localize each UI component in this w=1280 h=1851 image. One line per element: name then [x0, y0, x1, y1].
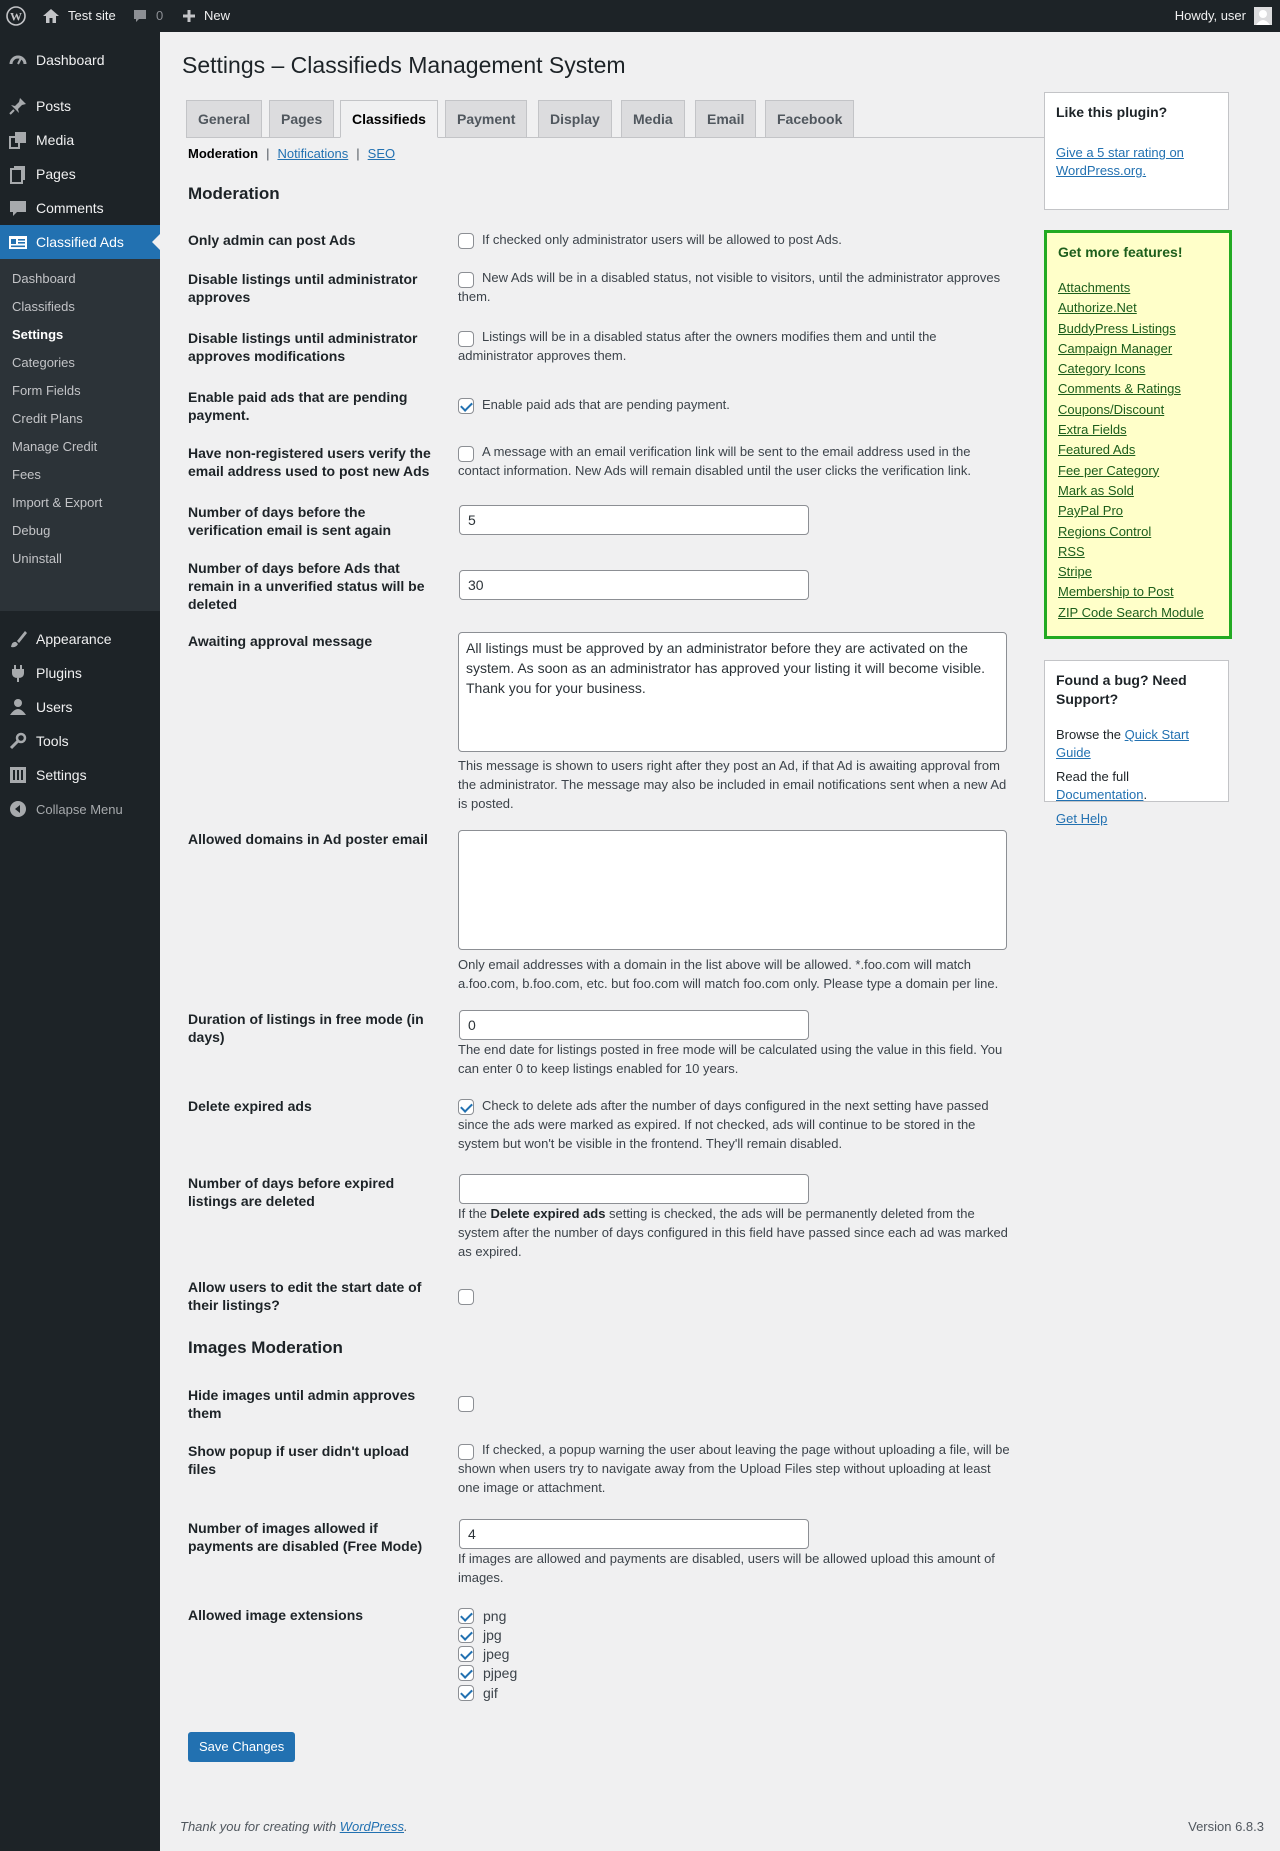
- disable-listings-desc: New Ads will be in a disabled status, not visible to visitors, until the administrator approves them.: [458, 270, 1001, 304]
- show-popup-label: Show popup if user didn't upload files: [188, 1443, 410, 1477]
- menu-plugins[interactable]: Plugins: [0, 656, 160, 690]
- menu-dashboard[interactable]: Dashboard: [0, 43, 160, 77]
- classified-icon: [8, 232, 28, 252]
- unverified-days-label: Number of days before Ads that remain in a unverified status will be deleted: [188, 560, 425, 612]
- get-help-link[interactable]: Get Help: [1056, 811, 1108, 826]
- tab-media[interactable]: Media: [621, 100, 685, 138]
- feature-link[interactable]: Featured Ads: [1058, 442, 1136, 458]
- images-free-input[interactable]: 4: [459, 1519, 809, 1549]
- user-icon: [8, 697, 28, 717]
- feature-link[interactable]: Coupons/Discount: [1058, 401, 1165, 417]
- wordpress-logo-icon[interactable]: [6, 0, 26, 32]
- feature-link[interactable]: Stripe: [1058, 564, 1092, 580]
- feature-link[interactable]: Category Icons: [1058, 361, 1146, 377]
- support-box: [1044, 660, 1229, 826]
- quick-start-line: Browse the Quick Start Guide: [1056, 727, 1189, 760]
- allowed-domains-textarea[interactable]: [458, 830, 1007, 950]
- site-name-link[interactable]: [42, 0, 116, 32]
- disable-modifications-label: Disable listings until administrator approves modifications: [188, 330, 418, 364]
- comments-link[interactable]: [132, 0, 163, 32]
- delete-expired-label: Delete expired ads: [188, 1098, 312, 1114]
- subsection-moderation: Moderation: [188, 146, 259, 161]
- admin-sidebar: [0, 32, 160, 1851]
- awaiting-message-label: Awaiting approval message: [188, 633, 373, 649]
- extension-png-checkbox[interactable]: [458, 1608, 474, 1624]
- show-popup-desc: If checked, a popup warning the user about leaving the page without uploading a file, will be shown when users try to navigate away from the Upload Files step without uploading at least one image or attachment.: [458, 1442, 1010, 1495]
- submenu-credit-plans[interactable]: Credit Plans: [12, 411, 83, 426]
- feature-link[interactable]: Attachments: [1058, 280, 1131, 295]
- tab-payment[interactable]: Payment: [445, 100, 527, 138]
- menu-settings[interactable]: Settings: [0, 758, 160, 792]
- more-features-box: [1044, 230, 1232, 639]
- subsection-nav: Moderation | Notifications | SEO: [188, 146, 396, 161]
- submenu-form-fields[interactable]: Form Fields: [12, 383, 81, 398]
- extension-jpg-checkbox[interactable]: [458, 1627, 474, 1643]
- classified-ads-submenu: [0, 259, 160, 611]
- feature-link[interactable]: ZIP Code Search Module: [1058, 604, 1204, 620]
- menu-posts[interactable]: Posts: [0, 89, 160, 123]
- pin-icon: [8, 96, 28, 116]
- svg-text:W: W: [10, 9, 22, 24]
- awaiting-message-textarea[interactable]: All listings must be approved by an administrator before they are activated on the system. As soon as an administrator has approved your listing it will become visible. Thank you for your business.: [458, 632, 1007, 752]
- save-changes-button[interactable]: Save Changes: [188, 1732, 295, 1762]
- settings-icon: [8, 765, 28, 785]
- expired-days-label: Number of days before expired listings are deleted: [188, 1175, 395, 1209]
- image-extensions-label: Allowed image extensions: [188, 1607, 364, 1623]
- edit-start-date-checkbox[interactable]: [458, 1289, 474, 1305]
- documentation-link[interactable]: Documentation: [1056, 787, 1144, 802]
- tab-display[interactable]: Display: [538, 100, 612, 138]
- only-admin-desc: If checked only administrator users will be allowed to post Ads.: [482, 232, 842, 247]
- expired-days-desc: If the Delete expired ads setting is checked, the ads will be permanently deleted from the system after the number of days configured in this field have passed since each ad was marked as expired.: [458, 1206, 1008, 1259]
- images-free-label: Number of images allowed if payments are disabled (Free Mode): [188, 1520, 423, 1554]
- feature-link[interactable]: Comments & Ratings: [1058, 381, 1181, 397]
- allowed-domains-desc: Only email addresses with a domain in the list above will be allowed. *.foo.com will match a.foo.com, b.foo.com, etc. but foo.com will match foo.com only. Please type a domain per line.: [458, 957, 999, 991]
- allowed-domains-label: Allowed domains in Ad poster email: [188, 831, 428, 847]
- images-free-desc: If images are allowed and payments are disabled, users will be allowed upload this amount of images.: [458, 1551, 995, 1585]
- menu-media[interactable]: Media: [0, 123, 160, 157]
- paid-pending-label: Enable paid ads that are pending payment.: [188, 389, 408, 423]
- free-duration-desc: The end date for listings posted in free mode will be calculated using the value in this field. You can enter 0 to keep listings enabled for 10 years.: [458, 1042, 1003, 1076]
- expired-days-input[interactable]: [459, 1174, 809, 1204]
- submenu-manage-credit[interactable]: Manage Credit: [12, 439, 98, 454]
- verify-days-input[interactable]: 5: [459, 505, 809, 535]
- paid-pending-checkbox[interactable]: [458, 398, 474, 414]
- subsection-seo-link[interactable]: SEO: [367, 146, 396, 161]
- plugin-icon: [8, 663, 28, 683]
- comment-icon: [132, 8, 148, 24]
- media-icon: [8, 130, 28, 150]
- tab-email[interactable]: Email: [695, 100, 756, 138]
- menu-users[interactable]: Users: [0, 690, 160, 724]
- free-duration-label: Duration of listings in free mode (in days): [188, 1011, 424, 1045]
- more-features-title: Get more features!: [1058, 244, 1183, 260]
- verify-email-desc: A message with an email verification link will be sent to the email address used in the contact information. New Ads will remain disabled until the user clicks the verification link.: [458, 444, 972, 478]
- submenu-settings[interactable]: Settings: [12, 327, 64, 342]
- submenu-fees[interactable]: Fees: [12, 467, 41, 482]
- support-title: Found a bug? Need Support?: [1056, 672, 1187, 707]
- feature-link[interactable]: Extra Fields: [1058, 422, 1127, 438]
- tab-classifieds[interactable]: Classifieds: [340, 100, 438, 138]
- home-icon: [42, 8, 60, 24]
- subsection-notifications-link[interactable]: Notifications: [277, 146, 349, 161]
- paid-pending-desc: Enable paid ads that are pending payment.: [482, 397, 730, 412]
- quick-start-link[interactable]: Quick Start Guide: [1056, 727, 1189, 760]
- extension-pjpeg-checkbox[interactable]: [458, 1665, 474, 1681]
- new-label: New: [204, 8, 231, 23]
- rating-link[interactable]: Give a 5 star rating on WordPress.org.: [1056, 145, 1184, 178]
- feature-link[interactable]: Campaign Manager: [1058, 340, 1173, 356]
- settings-tabs: [186, 100, 1044, 138]
- expired-days-desc-strong: Delete expired ads: [490, 1206, 606, 1221]
- section-moderation-title: Moderation: [188, 184, 280, 203]
- documentation-line: Read the full Documentation.: [1056, 769, 1148, 802]
- submenu-classifieds[interactable]: Classifieds: [12, 299, 75, 314]
- tab-facebook[interactable]: Facebook: [765, 100, 854, 138]
- free-duration-input[interactable]: 0: [459, 1010, 809, 1040]
- submenu-uninstall[interactable]: Uninstall: [12, 551, 62, 566]
- menu-classified-ads[interactable]: Classified Ads: [0, 225, 160, 259]
- extension-gif-checkbox[interactable]: [458, 1685, 474, 1701]
- comments-count: 0: [156, 8, 164, 23]
- disable-modifications-desc: Listings will be in a disabled status after the owners modifies them and until the administrator approves them.: [458, 329, 937, 363]
- new-content-link[interactable]: [182, 0, 230, 32]
- collapse-menu-button[interactable]: Collapse Menu: [0, 792, 160, 826]
- menu-comments[interactable]: Comments: [0, 191, 160, 225]
- like-plugin-box: [1044, 92, 1229, 210]
- site-name: Test site: [68, 8, 116, 23]
- submenu-dashboard[interactable]: Dashboard: [12, 271, 76, 286]
- wrench-icon: [8, 731, 28, 751]
- awaiting-message-desc: This message is shown to users right after they post an Ad, if that Ad is awaiting approval from the administrator. The message may also be included in email notifications sent when a new Ad is posted.: [458, 758, 1007, 811]
- submenu-debug[interactable]: Debug: [12, 523, 51, 538]
- feature-link[interactable]: Regions Control: [1058, 523, 1152, 539]
- menu-pages[interactable]: Pages: [0, 157, 160, 191]
- hide-images-checkbox[interactable]: [458, 1396, 474, 1412]
- my-account-link[interactable]: [1175, 0, 1272, 32]
- unverified-days-input[interactable]: 30: [459, 570, 809, 600]
- admin-bar: [0, 0, 1280, 32]
- feature-link[interactable]: Mark as Sold: [1058, 482, 1134, 498]
- footer-thanks: Thank you for creating with WordPress.: [180, 1819, 408, 1834]
- submenu-categories[interactable]: Categories: [12, 355, 75, 370]
- delete-expired-desc: Check to delete ads after the number of days configured in the next setting have passed since the ads were marked as expired. If not checked, ads will continue to be stored in the system but won't be visible in the frontend. They'll remain disabled.: [458, 1098, 989, 1151]
- tab-general[interactable]: General: [186, 100, 262, 138]
- disable-listings-label: Disable listings until administrator approves: [188, 271, 418, 305]
- like-plugin-title: Like this plugin?: [1056, 104, 1168, 120]
- tab-pages[interactable]: Pages: [269, 100, 334, 138]
- feature-link[interactable]: RSS: [1058, 543, 1085, 559]
- only-admin-label: Only admin can post Ads: [188, 232, 356, 248]
- howdy-text: Howdy, user: [1174, 8, 1246, 23]
- footer-version: Version 6.8.3: [1188, 1819, 1264, 1834]
- feature-link[interactable]: Membership to Post: [1058, 584, 1174, 600]
- submenu-import-export[interactable]: Import & Export: [12, 495, 103, 510]
- extension-jpeg-checkbox[interactable]: [458, 1646, 474, 1662]
- pages-icon: [8, 164, 28, 184]
- only-admin-checkbox[interactable]: [458, 233, 474, 249]
- section-images-title: Images Moderation: [188, 1338, 343, 1357]
- edit-start-date-label: Allow users to edit the start date of their listings?: [188, 1279, 422, 1313]
- feature-link[interactable]: Fee per Category: [1058, 462, 1160, 478]
- plus-icon: [182, 9, 196, 23]
- hide-images-label: Hide images until admin approves them: [188, 1387, 416, 1421]
- feature-link[interactable]: BuddyPress Listings: [1058, 320, 1176, 336]
- comment-icon: [8, 198, 28, 218]
- feature-link[interactable]: PayPal Pro: [1058, 503, 1124, 519]
- avatar: [1254, 7, 1272, 25]
- wordpress-link[interactable]: WordPress: [339, 1819, 404, 1834]
- verify-email-label: Have non-registered users verify the email address used to post new Ads: [188, 445, 431, 479]
- collapse-icon: [8, 799, 28, 819]
- dashboard-icon: [8, 50, 28, 70]
- menu-appearance[interactable]: Appearance: [0, 622, 160, 656]
- menu-tools[interactable]: Tools: [0, 724, 160, 758]
- verify-days-label: Number of days before the verification email is sent again: [188, 504, 392, 538]
- main-content: Settings – Classifieds Management System General Pages Classifieds Payment Display Media Email Facebook Moderation | Notifications | SEO Moderation Only admin can post Ads If checked only administrator users will be allowed to post Ads. Disable listings until administrator approves New Ads will be in a disabled status, not visible to visitors, until the administrator approves them. Disable listings until administrator approves modifications Listings will be in a disabled status after the owners modifies them and until the administrator approves them. Enable paid ads that are pending payment. Enable paid ads that are pending payment. Have non-registered users verify the email address used to post new Ads A message with an email verification link will be sent to the email address used in the contact information. New Ads will remain disabled until the user clicks the verification link. Number of days before the verification email is sent again 5 Number of days before Ads that remain in a unverified status will be deleted 30 Awaiting approval message All listings must be approved by an administrator before they are activated on the system. As soon as an administrator has approved your listing it will become visible. Thank you for your business. This message is shown to users right after they post an Ad, if that Ad is awaiting approval from the administrator. The message may also be included in email notifications sent when a new Ad is posted. Allowed domains in Ad poster email Only email addresses with a domain in the list above will be allowed. *.foo.com will match a.foo.com, b.foo.com, etc. but foo.com will match foo.com only. Please type a domain per line. Duration of listings in free mode (in days) 0 The end date for listings posted in free mode will be calculated using the value in this field. You can enter 0 to keep listings enabled for 10 years. Delete expired ads Check to delete ads after the number of days configured in the next setting have passed since the ads were marked as expired. If not checked, ads will continue to be stored in the system but won't be visible in the frontend. They'll remain disabled. Number of days before expired listings are deleted If the Delete expired ads setting is checked, the ads will be permanently deleted from the system after the number of days configured in this field have passed since each ad was marked as expired. Allow users to edit the start date of their listings? Images Moderation Hide images until admin approves them Show popup if user didn't upload files If checked, a popup warning the user about leaving the page without uploading a file, will be shown when users try to navigate away from the Upload Files step without uploading at least one image or attachment. Number of images allowed if payments are disabled (Free Mode) 4 If images are allowed and payments are disabled, users will be allowed upload this amount of images. Allowed image extensions png jpg jpeg pjpeg gif Save Changes Like this plugin? Give a 5 star rating on WordPress.org. Get more features! Attachments Authorize.Net BuddyPress Listings Campaign Manager Category Icons Comments & Ratings Coupons/Discount Extra Fields Featured Ads Fee per Category Mark as Sold PayPal Pro Regions Control RSS Stripe Membership to Post ZIP Code Search Module Found a bug? Need Support? Browse the Quick Start Guide Read the full Documentation. Get Help Thank you for creating with WordPress. Version 6.8.3: [180, 52, 1264, 1834]
- page-title: Settings – Classifieds Management System: [182, 52, 626, 78]
- brush-icon: [8, 629, 28, 649]
- feature-link[interactable]: Authorize.Net: [1058, 300, 1137, 316]
